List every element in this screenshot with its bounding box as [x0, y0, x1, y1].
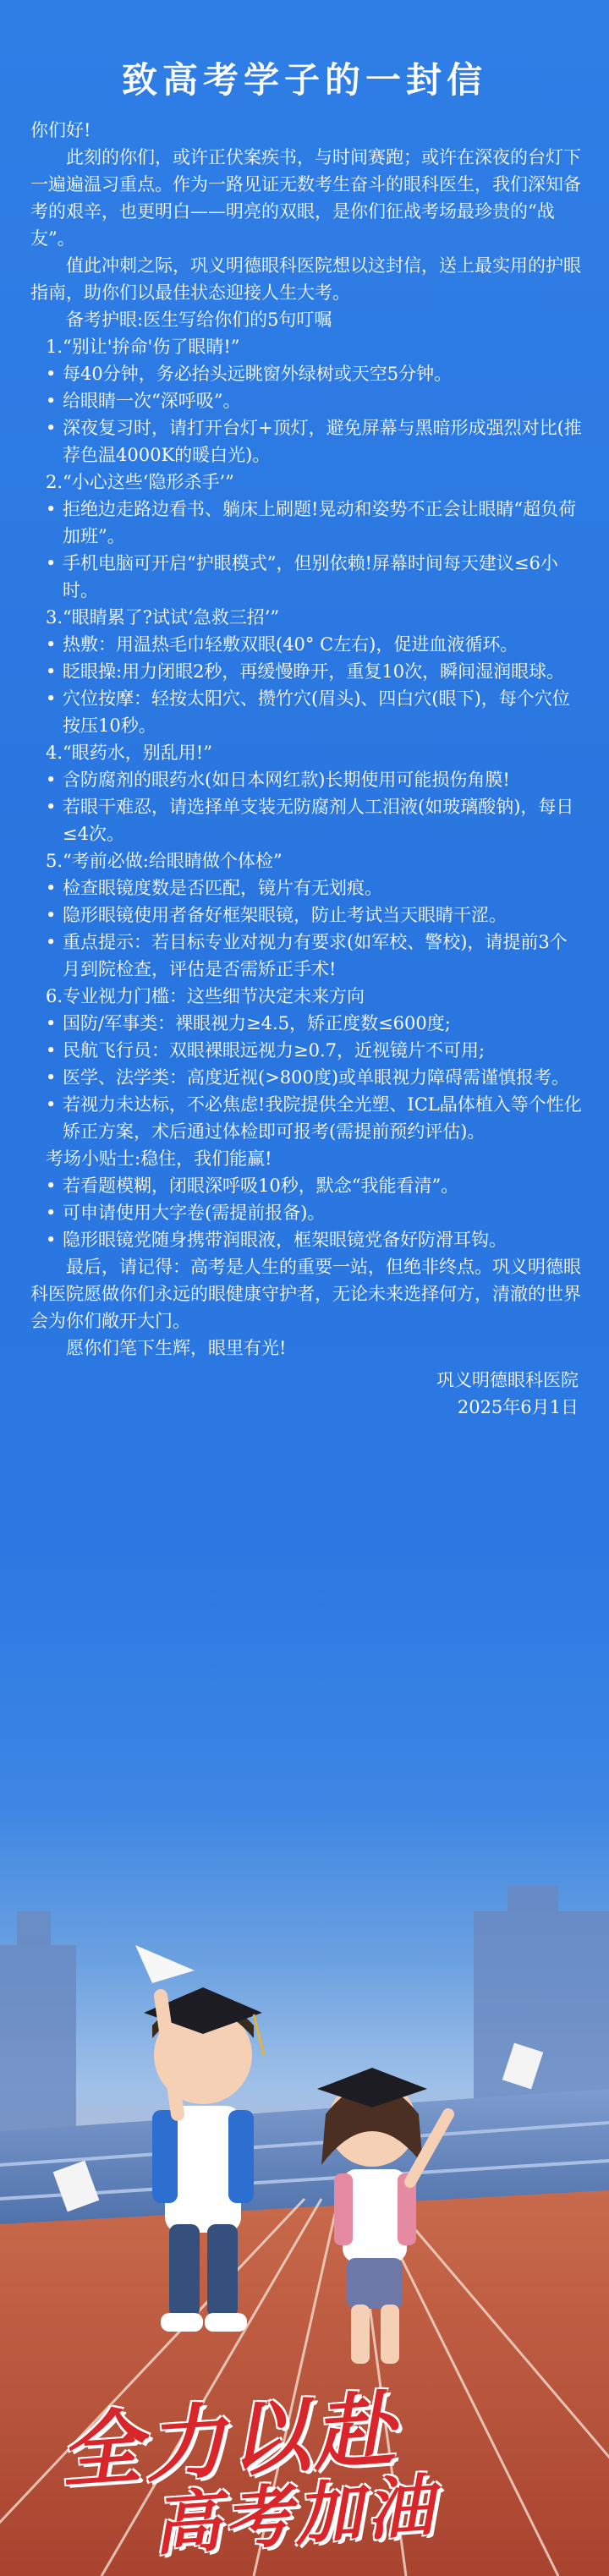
page-title: 致高考学子的一封信 [121, 59, 487, 101]
building-left [0, 1911, 76, 2131]
list-item: • 若眼干难忍，请选择单支装无防腐剂人工泪液(如玻璃酸钠)，每日≤4次。 [30, 793, 582, 847]
section-heading: 2.“小心这些‘隐形杀手’” [46, 472, 234, 492]
paper-plane-icon [135, 1945, 195, 1983]
section-heading: 3.“眼睛累了?试试‘急救三招’” [46, 607, 280, 628]
list-item: • 医学、法学类：高度近视(>800度)或单眼视力障碍需谨慎报考。 [30, 1064, 582, 1091]
slogan-line-2: 高考加油 [150, 2465, 440, 2565]
list-item: • 给眼睛一次“深呼吸”。 [30, 387, 582, 414]
intro-paragraph-1: 此刻的你们，或许正伏案疾书，与时间赛跑；或许在深夜的台灯下一遍遍温习重点。作为一路见证无数考生奋斗的眼科医生，我们深知备考的艰辛，也更明白——明亮的双眼，是你们征战考场最珍贵的“战友”。 [30, 147, 581, 249]
list-item: • 可申请使用大字卷(需提前报备)。 [30, 1199, 582, 1226]
greeting: 你们好! [30, 120, 91, 140]
signature: 巩义明德眼科医院 [436, 1370, 579, 1390]
guide-title: 备考护眼:医生写给你们的5句叮嘱 [66, 310, 332, 330]
list-item: • 若看题模糊，闭眼深呼吸10秒，默念“我能看清”。 [30, 1172, 582, 1199]
section-heading: 1.“别让'拚命'伤了眼睛!” [46, 337, 240, 357]
list-item: • 手机电脑可开启“护眼模式”，但别依赖!屏幕时间每天建议≤6小时。 [30, 550, 582, 604]
list-item: • 眨眼操:用力闭眼2秒，再缓慢睁开，重复10次，瞬间湿润眼球。 [30, 658, 582, 685]
list-item: • 深夜复习时，请打开台灯+顶灯，避免屏幕与黑暗形成强烈对比(推荐色温4000K的暖白光)。 [30, 414, 582, 469]
section-heading: 考场小贴士:稳住，我们能赢! [46, 1148, 272, 1169]
section-heading: 4.“眼药水，别乱用!” [46, 743, 212, 763]
closing-paragraph-1: 最后，请记得：高考是人生的重要一站，但绝非终点。巩义明德眼科医院愿做你们永远的眼健康守护者，无论未来选择何方，清澈的世界会为你们敞开大门。 [30, 1257, 581, 1331]
list-item: • 含防腐剂的眼药水(如日本网红款)长期使用可能损伤角膜! [30, 766, 582, 793]
closing-paragraph-2: 愿你们笔下生辉，眼里有光! [66, 1338, 287, 1358]
list-item: • 热敷：用温热毛巾轻敷双眼(40° C左右)，促进血液循环。 [30, 631, 582, 658]
list-item: • 重点提示：若目标专业对视力有要求(如军校、警校)，请提前3个月到院检查，评估是否需矫正手术! [30, 929, 582, 983]
date: 2025年6月1日 [457, 1397, 579, 1417]
list-item: • 每40分钟，务必抬头远眺窗外绿树或天空5分钟。 [30, 360, 582, 387]
list-item: • 隐形眼镜党随身携带润眼液，框架眼镜党备好防滑耳钩。 [30, 1226, 582, 1253]
list-item: • 民航飞行员：双眼裸眼远视力≥0.7，近视镜片不可用; [30, 1037, 582, 1064]
list-item: • 若视力未达标，不必焦虑!我院提供全光塑、ICL晶体植入等个性化矫正方案，术后通过体检即可报考(需提前预约评估)。 [30, 1091, 582, 1145]
list-item: • 隐形眼镜使用者备好框架眼镜，防止考试当天眼睛干涩。 [30, 902, 582, 929]
letter-body [30, 117, 582, 1421]
slogan [0, 2368, 609, 2565]
list-item: • 拒绝边走路边看书、躺床上刷题!晃动和姿势不正会让眼睛“超负荷加班”。 [30, 496, 582, 550]
section-heading: 5.“考前必做:给眼睛做个体检” [46, 851, 283, 871]
list-item: • 穴位按摩：轻按太阳穴、攒竹穴(眉头)、四白穴(眼下)，每个穴位按压10秒。 [30, 685, 582, 739]
section-heading: 6.专业视力门槛：这些细节决定未来方向 [46, 986, 365, 1006]
slogan-line-1: 全力以赴 [57, 2381, 401, 2500]
intro-paragraph-2: 值此冲刺之际，巩义明德眼科医院想以这封信，送上最实用的护眼指南，助你们以最佳状态迎接人生大考。 [30, 255, 581, 303]
list-item: • 检查眼镜度数是否匹配，镜片有无划痕。 [30, 874, 582, 902]
list-item: • 国防/军事类：裸眼视力≥4.5，矫正度数≤600度; [30, 1010, 582, 1037]
